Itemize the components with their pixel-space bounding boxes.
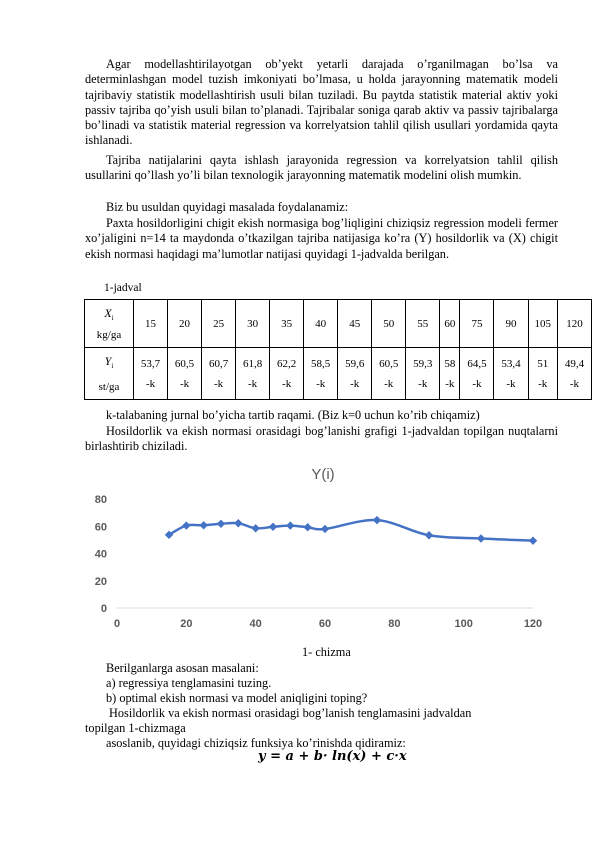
data-point-3 xyxy=(218,520,225,527)
data-point-1 xyxy=(183,522,190,529)
x-tick-label-1: 20 xyxy=(180,618,193,630)
data-table xyxy=(84,299,592,400)
table-cell-x-12: 105 xyxy=(528,300,557,348)
table-header-y xyxy=(85,348,134,400)
figure-caption: 1- chizma xyxy=(302,645,351,659)
chart-title: Y(i) xyxy=(311,466,335,483)
table-cell-y-0: 53,7 -k xyxy=(134,348,168,400)
table-cell-y-5: 58,5 -k xyxy=(304,348,338,400)
table-cell-x-8: 55 xyxy=(406,300,440,348)
regression-formula: y = a + b· ln(x) + c·x xyxy=(258,749,407,764)
paragraph-intro: Agar modellashtirilayotgan ob’yekt yetarli darajada o’rganilmagan bo’lsa va determinlashgan model tuzish imkoniyati bo’lmasa, u holda jarayonning matematik modeli tajribaviy statistik modellashtirish usuli bilan tuziladi. Bu paytda statistik material aktiv yoki passiv tajriba qo’yish usuli bilan to’planadi. Tajribalar soniga qarab aktiv va passiv tajribalarga bo’linadi va statistik material regression va korrelyatsion tahlil qilish usullari yordamida qayta ishlanadi. xyxy=(85,57,558,148)
data-point-5 xyxy=(252,525,259,532)
table-cell-x-5: 40 xyxy=(304,300,338,348)
y-unit: st/ga xyxy=(98,380,120,393)
data-point-4 xyxy=(235,520,242,527)
table-cell-x-1: 20 xyxy=(168,300,202,348)
table-cell-y-11: 53,4 -k xyxy=(494,348,528,400)
data-point-13 xyxy=(530,537,537,544)
table-cell-x-3: 30 xyxy=(236,300,270,348)
task-c-line1: Hosildorlik va ekish normasi orasidagi bog’lanish tenglamasini jadvaldan xyxy=(109,706,472,720)
x-tick-label-3: 60 xyxy=(318,618,332,630)
paragraph-graph-note: Hosildorlik va ekish normasi orasidagi bog’lanishi grafigi 1-jadvaldan topilgan nuqtalarni birlashtirib chiziladi. xyxy=(85,424,558,454)
table-cell-y-13: 49,4 -k xyxy=(557,348,591,400)
y-tick-label-1: 20 xyxy=(94,575,107,588)
x-tick-label-5: 100 xyxy=(454,618,473,630)
table-cell-x-11: 90 xyxy=(494,300,528,348)
table-row-y xyxy=(85,348,592,400)
data-point-6 xyxy=(270,523,277,530)
data-point-8 xyxy=(304,524,311,531)
y-subscript: i xyxy=(111,362,114,371)
table-cell-y-12: 51 -k xyxy=(528,348,557,400)
table-cell-y-2: 60,7 -k xyxy=(202,348,236,400)
y-tick-label-2: 40 xyxy=(94,548,107,561)
table-caption: 1-jadval xyxy=(104,282,142,294)
table-cell-x-13: 120 xyxy=(557,300,591,348)
data-point-2 xyxy=(200,522,207,529)
data-point-12 xyxy=(478,535,485,542)
data-point-9 xyxy=(322,525,329,532)
x-tick-label-6: 120 xyxy=(523,618,543,630)
x-tick-label-4: 80 xyxy=(388,618,401,630)
x-symbol: X xyxy=(104,306,112,321)
table-cell-y-4: 62,2 -k xyxy=(270,348,304,400)
paragraph-usage: Biz bu usuldan quyidagi masalada foydalanamiz: xyxy=(106,200,349,214)
table-cell-x-7: 50 xyxy=(372,300,406,348)
table-cell-x-10: 75 xyxy=(460,300,494,348)
task-b: b) optimal ekish normasi va model aniqligini toping? xyxy=(106,691,368,705)
table-cell-y-6: 59,6 -k xyxy=(338,348,372,400)
x-tick-label-2: 40 xyxy=(249,618,262,630)
paragraph-k-note: k-talabaning jurnal bo’yicha tartib raqami. (Biz k=0 uchun ko’rib chiqamiz) xyxy=(106,408,480,422)
table-cell-y-7: 60,5 -k xyxy=(372,348,406,400)
table-cell-x-0: 15 xyxy=(134,300,168,348)
table-cell-y-3: 61,8 -k xyxy=(236,348,270,400)
table-cell-y-1: 60,5 -k xyxy=(168,348,202,400)
table-cell-x-2: 25 xyxy=(202,300,236,348)
table-cell-y-9: 58 -k xyxy=(440,348,460,400)
data-point-10 xyxy=(374,517,381,524)
task-intro: Berilganlarga asosan masalani: xyxy=(106,661,259,675)
task-c-line2: topilgan 1-chizmaga xyxy=(85,721,186,735)
y-tick-label-0: 0 xyxy=(100,603,107,615)
paragraph-problem: Paxta hosildorligini chigit ekish normasiga bog’liqligini chiziqsiz regression modeli fermer xo’jaligini n=14 ta maydonda o’tkazilgan tajriba natijasiga ko’ra (Y) hosildorlik va (X) chigit ekish normasi haqidagi ma’lumotlar natijasi quyidagi 1-jadvalda berilgan. xyxy=(85,216,558,261)
table-cell-y-8: 59,3 -k xyxy=(406,348,440,400)
table-cell-y-10: 64,5 -k xyxy=(460,348,494,400)
yield-line-chart xyxy=(85,462,560,644)
y-tick-label-3: 60 xyxy=(94,521,107,534)
y-symbol: Y xyxy=(104,354,112,369)
y-tick-label-4: 80 xyxy=(94,494,107,506)
data-point-7 xyxy=(287,522,294,529)
data-point-11 xyxy=(426,532,433,539)
table-cell-x-9: 60 xyxy=(440,300,460,348)
task-a: a) regressiya tenglamasini tuzing. xyxy=(106,676,272,690)
table-row-x xyxy=(85,300,592,348)
table-header-x xyxy=(85,300,134,348)
task-c-line3: asoslanib, quyidagi chiziqsiz funksiya ko’rinishda qidiramiz: xyxy=(106,736,406,750)
paragraph-processing: Tajriba natijalarini qayta ishlash jarayonida regression va korrelyatsion tahlil qilish usullarini qo’llash yo’li bilan texnologik jarayonning matematik modelini olish mumkin. xyxy=(85,153,558,183)
table-cell-x-4: 35 xyxy=(270,300,304,348)
x-unit: kg/ga xyxy=(96,328,122,341)
table-cell-x-6: 45 xyxy=(338,300,372,348)
x-subscript: i xyxy=(111,314,114,323)
x-tick-label-0: 0 xyxy=(113,618,121,630)
